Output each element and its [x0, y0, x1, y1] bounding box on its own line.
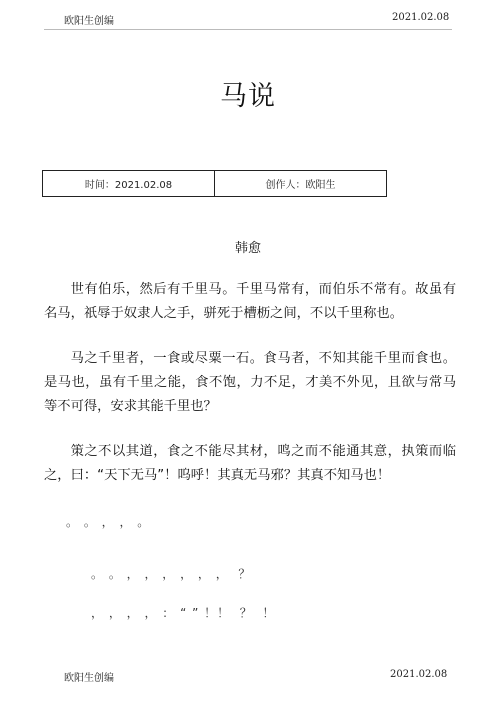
header-author: 欧阳生创编 [64, 16, 114, 27]
paragraph-3: 策之不以其道，食之不能尽其材，鸣之而不能通其意，执策而临之，曰：“天下无马”！呜呼！其真无马邪？其真不知马也！ [44, 444, 456, 483]
punctuation-line-1: 。 。 ， ， 。 [66, 515, 151, 529]
punctuation-line-3: ， ， ， ， ： “ ” ！！ ？ ！ [91, 606, 276, 620]
header-date: 2021.02.08 [392, 12, 450, 23]
info-creator-cell: 创作人：欧阳生 [214, 171, 386, 196]
footer-date: 2021.02.08 [390, 669, 448, 680]
info-table [42, 170, 387, 197]
header-divider [44, 29, 452, 30]
footer-author: 欧阳生创编 [64, 673, 114, 684]
info-time-cell: 时间：2021.02.08 [84, 180, 173, 191]
document-title: 马说 [220, 81, 276, 113]
punctuation-line-2: 。 。 ， ， ， ， ， ， ？ [91, 567, 252, 581]
paragraph-1: 世有伯乐，然后有千里马。千里马常有，而伯乐不常有。故虽有名马，祇辱于奴隶人之手，骈死于槽枥之间，不以千里称也。 [44, 282, 456, 321]
paragraph-2: 马之千里者，一食或尽粟一石。食马者，不知其能千里而食也。是马也，虽有千里之能，食不饱，力不足，才美不外见，且欲与常马等不可得，安求其能千里也？ [44, 351, 456, 414]
essay-author: 韩愈 [234, 241, 261, 256]
